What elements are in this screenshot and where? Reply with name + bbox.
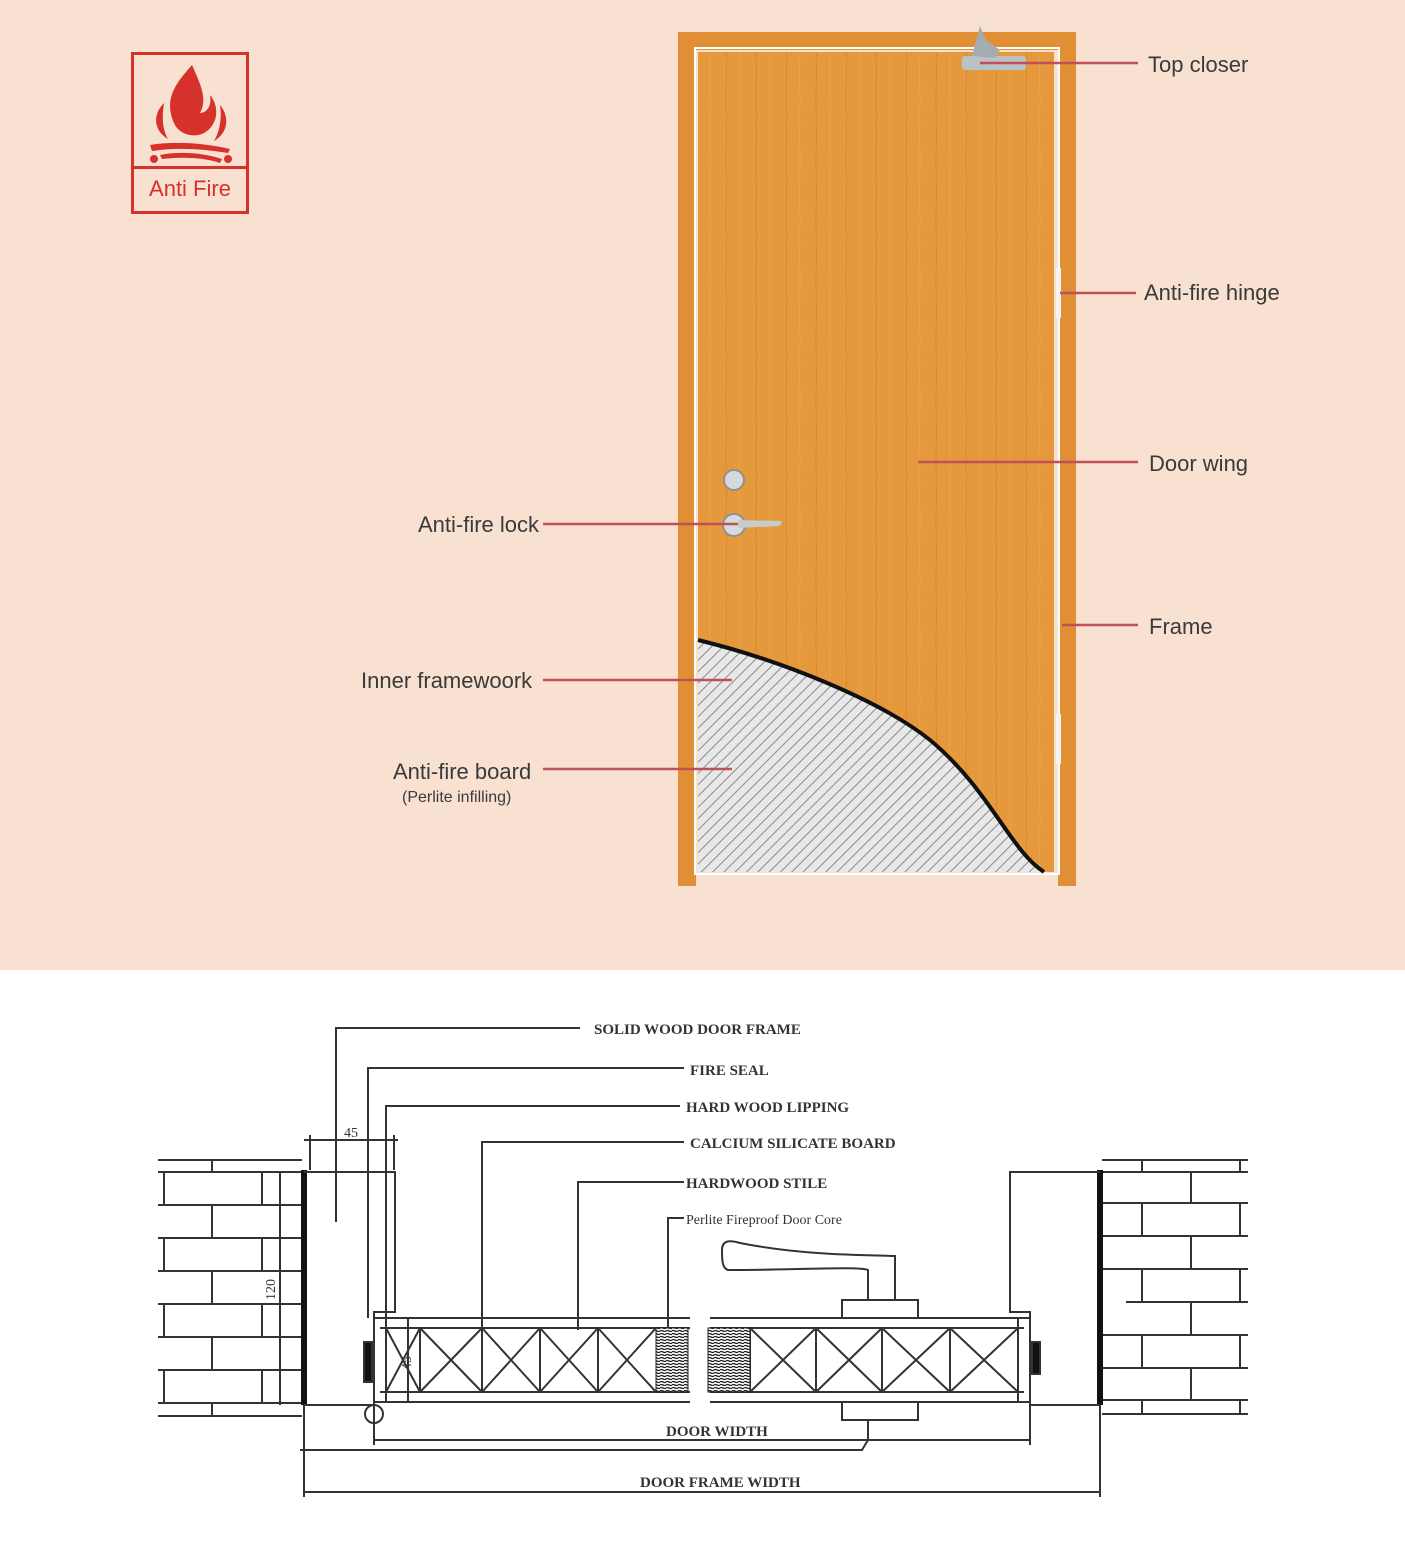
dim-frame-width: 120	[264, 1279, 279, 1300]
logo-label: Anti Fire	[134, 166, 246, 211]
dim-door-thickness: 45	[400, 1356, 415, 1370]
label-perlite-core: Perlite Fireproof Door Core	[686, 1213, 842, 1228]
callout-top-closer: Top closer	[1148, 52, 1249, 77]
callout-frame: Frame	[1149, 614, 1213, 639]
callout-anti-fire-board-sub: (Perlite infilling)	[402, 789, 512, 806]
label-door-frame-width: DOOR FRAME WIDTH	[640, 1475, 801, 1491]
callout-anti-fire-board: Anti-fire board	[393, 759, 532, 784]
label-calcium-silicate-board: CALCIUM SILICATE BOARD	[690, 1136, 896, 1152]
dim-frame-depth: 45	[344, 1126, 358, 1141]
callout-anti-fire-lock: Anti-fire lock	[418, 512, 540, 537]
section-drawing-panel	[0, 970, 1405, 1553]
label-fire-seal: FIRE SEAL	[690, 1063, 769, 1079]
callout-inner-framework: Inner framewoork	[361, 668, 533, 693]
label-hard-wood-lipping: HARD WOOD LIPPING	[686, 1100, 850, 1116]
label-door-width: DOOR WIDTH	[666, 1424, 768, 1440]
hinge-icon	[1056, 714, 1061, 764]
callout-anti-fire-hinge: Anti-fire hinge	[1144, 280, 1280, 305]
label-hardwood-stile: HARDWOOD STILE	[686, 1176, 828, 1192]
label-solid-wood-door-frame: SOLID WOOD DOOR FRAME	[594, 1022, 801, 1038]
callout-door-wing: Door wing	[1149, 451, 1249, 476]
